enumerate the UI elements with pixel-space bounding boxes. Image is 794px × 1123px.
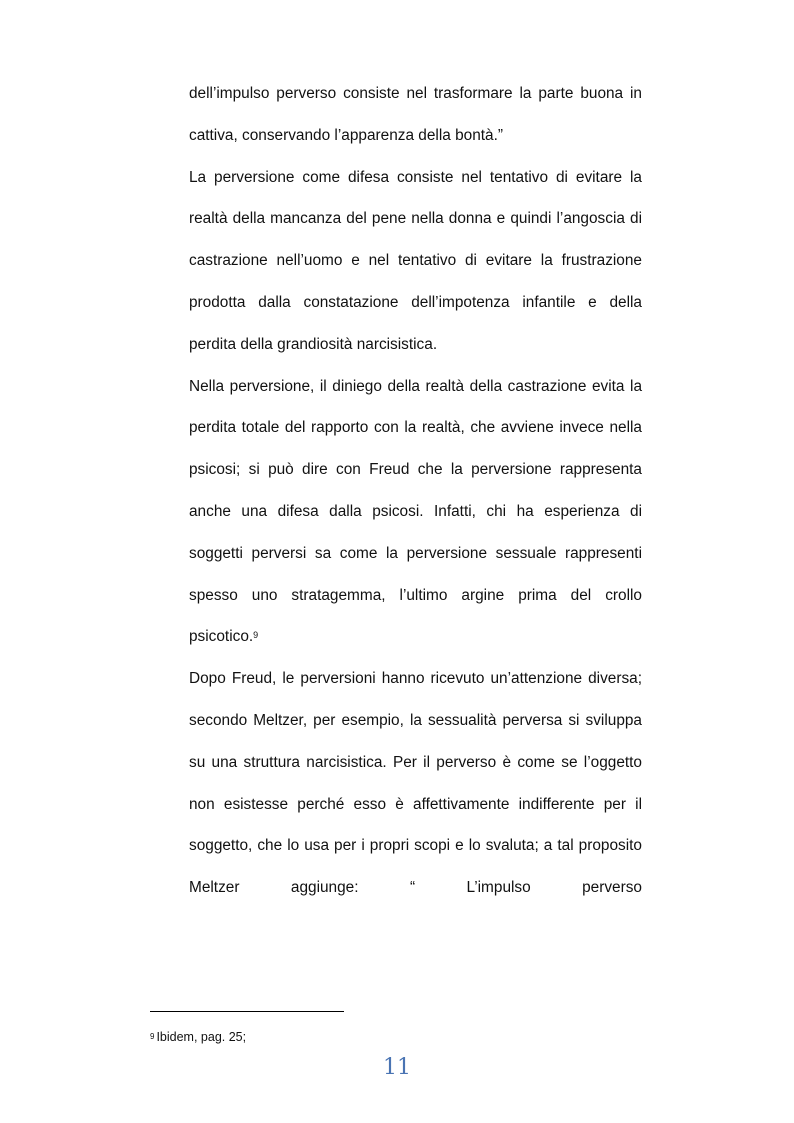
footnote bbox=[150, 1029, 246, 1045]
paragraph-2-text: La perversione come difesa consiste nel tentativo di evitare la realtà della mancanza del pene nella donna e quindi l’angoscia di castrazione nell’uomo e nel tentativo di evitare la frustrazione prodotta dalla constatazione dell’impotenza infantile e della perdita della grandiosità narcisistica. bbox=[189, 168, 642, 353]
page-number: 11 bbox=[383, 1055, 411, 1080]
body-text bbox=[189, 73, 642, 909]
paragraph-4-text: Dopo Freud, le perversioni hanno ricevuto un’attenzione diversa; secondo Meltzer, per esempio, la sessualità perversa si sviluppa su una struttura narcisistica. Per il perverso è come se l’oggetto non esistesse perché esso è affettivamente indifferente per il soggetto, che lo usa per i propri scopi e lo svaluta; a tal proposito Meltzer aggiunge: “ L’impulso perverso bbox=[189, 670, 642, 897]
paragraph-3 bbox=[189, 366, 642, 659]
paragraph-4 bbox=[189, 658, 642, 909]
paragraph-1-text: dell’impulso perverso consiste nel trasformare la parte buona in cattiva, conservando l’apparenza della bontà.” bbox=[189, 85, 642, 144]
paragraph-1 bbox=[189, 73, 642, 157]
paragraph-2 bbox=[189, 157, 642, 366]
footnote-text: Ibidem, pag. 25; bbox=[156, 1030, 247, 1044]
paragraph-3-text: Nella perversione, il diniego della realtà della castrazione evita la perdita totale del rapporto con la realtà, che avviene invece nella psicosi; si può dire con Freud che la perversione rappresenta anche una difesa dalla psicosi. Infatti, chi ha esperienza di soggetti perversi sa come la perversione sessuale rappresenti spesso uno stratagemma, l’ultimo argine prima del crollo psicotico. bbox=[189, 377, 642, 646]
footnote-reference[interactable]: 9 bbox=[253, 630, 259, 641]
footnote-number: 9 bbox=[150, 1032, 155, 1041]
footnote-separator bbox=[150, 1011, 344, 1012]
